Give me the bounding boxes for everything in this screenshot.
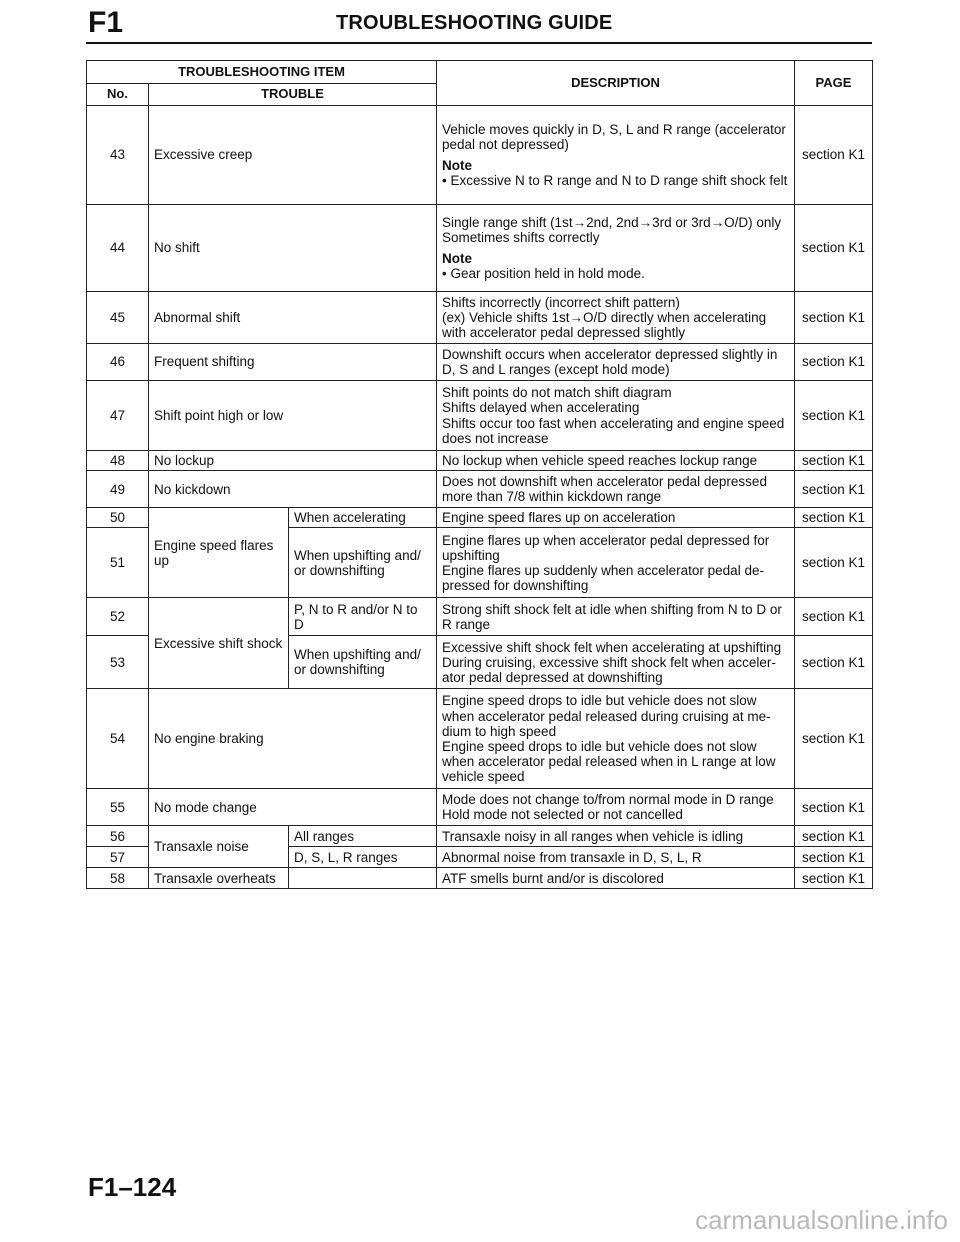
row-number: 51 [87, 528, 149, 598]
description-cell: Transaxle noisy in all ranges when vehicle is idling [437, 826, 795, 847]
trouble-cell: Transaxle overheats [149, 868, 289, 889]
page-cell: section K1 [795, 292, 873, 344]
col-header-page: PAGE [795, 61, 873, 106]
section-code: F1 [88, 6, 124, 39]
row-number: 49 [87, 471, 149, 508]
description-cell [437, 789, 795, 826]
troubleshooting-table [86, 60, 873, 889]
description-cell: No lockup when vehicle speed reaches lockup range [437, 451, 795, 471]
header-divider [86, 42, 872, 44]
description-cell: Downshift occurs when accelerator depressed slightly in D, S and L ranges (except hold mode) [437, 344, 795, 381]
note-item: • Gear position held in hold mode. [442, 266, 789, 281]
row-number: 48 [87, 451, 149, 471]
page-cell: section K1 [795, 598, 873, 636]
trouble-cell: No mode change [149, 789, 437, 826]
table-row [87, 826, 873, 847]
page-cell: section K1 [795, 789, 873, 826]
condition-cell [289, 868, 437, 889]
note-label: Note [442, 251, 472, 266]
trouble-cell: Transaxle noise [149, 826, 289, 868]
trouble-cell: No engine braking [149, 689, 437, 789]
row-number: 46 [87, 344, 149, 381]
col-header-description: DESCRIPTION [437, 61, 795, 106]
condition-cell: When accelerating [289, 508, 437, 528]
description-text: Shifts incorrectly (incorrect shift pattern) [442, 294, 680, 310]
table-header-row [87, 61, 873, 84]
page-number: F1–124 [88, 1172, 177, 1202]
group-header: TROUBLESHOOTING ITEM [87, 61, 437, 84]
row-number: 45 [87, 292, 149, 344]
row-number: 43 [87, 106, 149, 205]
table-row [87, 789, 873, 826]
trouble-cell: Abnormal shift [149, 292, 437, 344]
condition-cell: P, N to R and/or N to D [289, 598, 437, 636]
page-cell: section K1 [795, 106, 873, 205]
page-cell: section K1 [795, 471, 873, 508]
description-text: Engine flares up when accelerator pedal depressed for upshifting [442, 532, 770, 563]
page-cell: section K1 [795, 689, 873, 789]
trouble-cell: Engine speed flares up [149, 508, 289, 598]
condition-cell: When upshifting and/ or downshifting [289, 636, 437, 689]
row-number: 47 [87, 381, 149, 451]
description-cell [437, 689, 795, 789]
condition-cell: D, S, L, R ranges [289, 847, 437, 868]
col-header-trouble: TROUBLE [149, 84, 437, 106]
table-row [87, 292, 873, 344]
page-cell: section K1 [795, 205, 873, 292]
row-number: 44 [87, 205, 149, 292]
description-cell [437, 205, 795, 292]
watermark: carmanualsonline.info [695, 1205, 948, 1235]
description-cell: Engine speed flares up on acceleration [437, 508, 795, 528]
description-cell [437, 381, 795, 451]
trouble-cell: No shift [149, 205, 437, 292]
description-text: Engine speed drops to idle but vehicle does not slow when accelerator pedal released during cruising at me- dium to high speed [442, 693, 771, 739]
description-text: Shifts delayed when accelerating [442, 400, 640, 416]
table-row [87, 451, 873, 471]
page-cell: section K1 [795, 381, 873, 451]
trouble-cell: No kickdown [149, 471, 437, 508]
page-cell: section K1 [795, 826, 873, 847]
description-text: Vehicle moves quickly in D, S, L and R range (accelerator pedal not depressed) [442, 121, 786, 152]
trouble-cell: Excessive shift shock [149, 598, 289, 689]
row-number: 56 [87, 826, 149, 847]
table-row [87, 508, 873, 528]
table-row [87, 471, 873, 508]
table-row [87, 344, 873, 381]
col-header-no: No. [87, 84, 149, 106]
row-number: 52 [87, 598, 149, 636]
description-text: Sometimes shifts correctly [442, 229, 600, 245]
row-number: 55 [87, 789, 149, 826]
trouble-cell: Frequent shifting [149, 344, 437, 381]
page-cell: section K1 [795, 868, 873, 889]
row-number: 54 [87, 689, 149, 789]
note-item: • Excessive N to R range and N to D range shift shock felt [442, 173, 789, 188]
page-cell: section K1 [795, 528, 873, 598]
row-number: 53 [87, 636, 149, 689]
row-number: 58 [87, 868, 149, 889]
page-title: TROUBLESHOOTING GUIDE [336, 12, 613, 34]
description-cell: ATF smells burnt and/or is discolored [437, 868, 795, 889]
table-row [87, 868, 873, 889]
page-cell: section K1 [795, 847, 873, 868]
trouble-cell: Shift point high or low [149, 381, 437, 451]
trouble-cell: No lockup [149, 451, 437, 471]
description-text: Engine flares up suddenly when accelerator pedal de- pressed for downshifting [442, 562, 764, 593]
condition-cell: When upshifting and/ or downshifting [289, 528, 437, 598]
description-cell: Strong shift shock felt at idle when shifting from N to D or R range [437, 598, 795, 636]
table-row [87, 381, 873, 451]
row-number: 50 [87, 508, 149, 528]
table-row [87, 598, 873, 636]
description-text: (ex) Vehicle shifts 1st→O/D directly when accelerating with accelerator pedal depressed slightly [442, 309, 767, 341]
page-cell: section K1 [795, 344, 873, 381]
description-cell [437, 106, 795, 205]
description-text: Single range shift (1st→2nd, 2nd→3rd or 3rd→O/D) only [442, 214, 782, 230]
description-text: Hold mode not selected or not cancelled [442, 807, 683, 823]
table-row [87, 689, 873, 789]
table-row [87, 205, 873, 292]
description-cell [437, 292, 795, 344]
description-cell [437, 636, 795, 689]
description-text: During cruising, excessive shift shock felt when acceler- ator pedal depressed at downshifting [442, 654, 776, 685]
page-cell: section K1 [795, 508, 873, 528]
note-label: Note [442, 158, 472, 173]
description-text: Shifts occur too fast when accelerating and engine speed does not increase [442, 415, 785, 446]
description-text: Shift points do not match shift diagram [442, 385, 672, 401]
description-cell [437, 528, 795, 598]
description-cell: Abnormal noise from transaxle in D, S, L, R [437, 847, 795, 868]
description-text: Engine speed drops to idle but vehicle does not slow when accelerator pedal released when in L range at low vehicle speed [442, 738, 776, 784]
trouble-cell: Excessive creep [149, 106, 437, 205]
description-text: Mode does not change to/from normal mode in D range [442, 792, 774, 808]
description-text: Excessive shift shock felt when accelerating at upshifting [442, 639, 782, 655]
table-row [87, 106, 873, 205]
description-cell: Does not downshift when accelerator pedal depressed more than 7/8 within kickdown range [437, 471, 795, 508]
row-number: 57 [87, 847, 149, 868]
page-cell: section K1 [795, 636, 873, 689]
page-cell: section K1 [795, 451, 873, 471]
condition-cell: All ranges [289, 826, 437, 847]
